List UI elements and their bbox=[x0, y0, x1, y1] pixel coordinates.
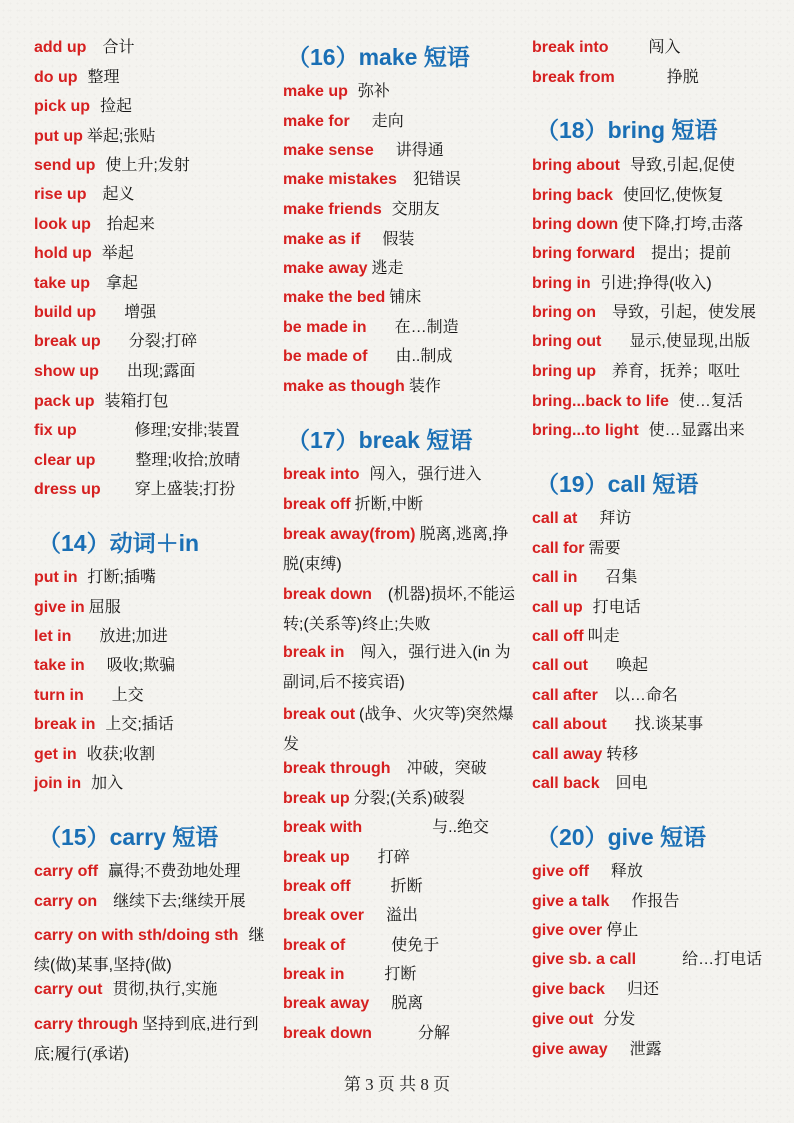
phrase-chinese: 逃走 bbox=[371, 260, 404, 277]
phrase-chinese: 穿上盛装;打扮 bbox=[134, 481, 236, 498]
phrase-row bbox=[34, 627, 274, 647]
phrase-chinese: 导致，引起，使发展 bbox=[611, 304, 756, 321]
section-heading: （18）bring 短语 bbox=[536, 117, 718, 143]
phrase-row bbox=[532, 656, 772, 676]
phrase-chinese: 使上升;发射 bbox=[105, 157, 190, 174]
phrase-english: break up bbox=[283, 790, 350, 807]
phrase-english: call at bbox=[532, 510, 578, 527]
phrase-chinese: 挣脱 bbox=[666, 69, 699, 86]
phrase-english: give back bbox=[532, 981, 605, 998]
phrase-english: add up bbox=[34, 39, 87, 56]
section-heading: （17）break 短语 bbox=[287, 427, 473, 453]
phrase-english: make the bed bbox=[283, 289, 386, 306]
phrase-row bbox=[283, 170, 523, 190]
phrase-row bbox=[283, 700, 523, 759]
phrase-row bbox=[283, 580, 523, 639]
phrase-chinese: 闯入，强行进入(in 为副词,后不接宾语) bbox=[283, 644, 511, 691]
phrase-chinese: 屈服 bbox=[88, 599, 121, 616]
phrase-chinese: (战争、火灾等)突然爆发 bbox=[283, 706, 514, 753]
phrase-row bbox=[283, 495, 523, 515]
phrase-chinese: 折断,中断 bbox=[354, 496, 424, 513]
phrase-row bbox=[532, 392, 772, 412]
phrase-row bbox=[283, 638, 523, 697]
phrase-english: bring in bbox=[532, 275, 591, 292]
phrase-english: call off bbox=[532, 628, 584, 645]
phrase-english: do up bbox=[34, 69, 78, 86]
phrase-row bbox=[532, 568, 772, 588]
phrase-chinese: 转移 bbox=[606, 746, 639, 763]
phrase-row bbox=[34, 656, 274, 676]
phrase-row bbox=[34, 715, 274, 735]
phrase-english: let in bbox=[34, 628, 72, 645]
phrase-chinese: 装箱打包 bbox=[104, 393, 169, 410]
phrase-row bbox=[34, 185, 274, 205]
phrase-chinese: 整理;收拾;放晴 bbox=[135, 452, 241, 469]
phrase-chinese: 脱离,逃离,挣脱(束缚) bbox=[283, 526, 509, 573]
phrase-english: make away bbox=[283, 260, 368, 277]
phrase-row bbox=[283, 520, 523, 579]
phrase-row bbox=[34, 362, 274, 382]
phrase-row bbox=[34, 1010, 274, 1069]
phrase-english: clear up bbox=[34, 452, 96, 469]
phrase-row bbox=[532, 1040, 772, 1060]
phrase-row bbox=[532, 362, 772, 382]
phrase-row bbox=[283, 789, 523, 809]
phrase-english: dress up bbox=[34, 481, 101, 498]
section-heading: （20）give 短语 bbox=[536, 824, 706, 850]
phrase-row bbox=[283, 759, 523, 779]
phrase-chinese: 在…制造 bbox=[394, 319, 459, 336]
phrase-chinese: 打电话 bbox=[592, 599, 641, 616]
phrase-row bbox=[532, 274, 772, 294]
phrase-english: call for bbox=[532, 540, 585, 557]
phrase-english: break through bbox=[283, 760, 391, 777]
phrase-english: rise up bbox=[34, 186, 87, 203]
phrase-row bbox=[34, 921, 274, 980]
phrase-row bbox=[34, 686, 274, 706]
phrase-english: call out bbox=[532, 657, 589, 674]
phrase-chinese: 打断;插嘴 bbox=[87, 569, 156, 586]
phrase-row bbox=[34, 862, 274, 882]
phrase-row bbox=[532, 421, 772, 441]
phrase-chinese: 召集 bbox=[605, 569, 638, 586]
phrase-row bbox=[283, 936, 523, 956]
phrase-english: bring up bbox=[532, 363, 596, 380]
phrase-english: break away(from) bbox=[283, 526, 416, 543]
phrase-english: give sb. a call bbox=[532, 951, 637, 968]
section-heading: （19）call 短语 bbox=[536, 471, 699, 497]
phrase-row bbox=[283, 82, 523, 102]
phrase-english: build up bbox=[34, 304, 97, 321]
phrase-chinese: 拜访 bbox=[599, 510, 632, 527]
phrase-english: bring down bbox=[532, 216, 619, 233]
phrase-chinese: 使…显露出来 bbox=[648, 422, 745, 439]
phrase-english: put in bbox=[34, 569, 78, 586]
phrase-english: give a talk bbox=[532, 893, 610, 910]
phrase-row bbox=[532, 68, 772, 88]
phrase-row bbox=[34, 598, 274, 618]
phrase-english: carry through bbox=[34, 1016, 139, 1033]
page-footer: 第 3 页 共 8 页 bbox=[343, 1075, 451, 1094]
phrase-chinese: 收获;收割 bbox=[86, 746, 156, 763]
phrase-chinese: 分裂;(关系)破裂 bbox=[353, 790, 465, 807]
phrase-english: join in bbox=[34, 775, 82, 792]
phrase-row bbox=[532, 38, 772, 58]
phrase-row bbox=[532, 892, 772, 912]
phrase-row bbox=[283, 906, 523, 926]
phrase-english: make as if bbox=[283, 231, 361, 248]
phrase-chinese: 分裂;打碎 bbox=[128, 333, 198, 350]
phrase-row bbox=[283, 465, 523, 485]
phrase-english: break in bbox=[283, 644, 345, 661]
phrase-row bbox=[532, 244, 772, 264]
phrase-row bbox=[283, 377, 523, 397]
phrase-english: make mistakes bbox=[283, 171, 397, 188]
phrase-chinese: 假装 bbox=[382, 231, 415, 248]
phrase-chinese: 导致,引起,促使 bbox=[629, 157, 735, 174]
phrase-row bbox=[283, 877, 523, 897]
phrase-english: make friends bbox=[283, 201, 382, 218]
phrase-row bbox=[283, 965, 523, 985]
phrase-english: call in bbox=[532, 569, 578, 586]
phrase-english: pack up bbox=[34, 393, 95, 410]
phrase-english: give off bbox=[532, 863, 589, 880]
phrase-chinese: 贯彻,执行,实施 bbox=[112, 981, 218, 998]
phrase-chinese: 举起;张贴 bbox=[86, 128, 156, 145]
phrase-chinese: 上交;插话 bbox=[105, 716, 174, 733]
phrase-chinese: 弥补 bbox=[357, 83, 390, 100]
phrase-chinese: 加入 bbox=[91, 775, 124, 792]
phrase-chinese: 起义 bbox=[102, 186, 135, 203]
phrase-english: hold up bbox=[34, 245, 92, 262]
phrase-english: bring forward bbox=[532, 245, 636, 262]
phrase-chinese: 折断 bbox=[390, 878, 423, 895]
phrase-row bbox=[532, 627, 772, 647]
phrase-chinese: 铺床 bbox=[389, 289, 422, 306]
phrase-row bbox=[34, 303, 274, 323]
phrase-chinese: 拿起 bbox=[106, 275, 139, 292]
phrase-english: break up bbox=[283, 849, 350, 866]
phrase-english: turn in bbox=[34, 687, 84, 704]
phrase-english: be made of bbox=[283, 348, 368, 365]
phrase-chinese: 给…打电话 bbox=[682, 951, 763, 968]
phrase-english: break in bbox=[34, 716, 96, 733]
phrase-english: break up bbox=[34, 333, 101, 350]
phrase-row bbox=[532, 745, 772, 765]
phrase-chinese: 整理 bbox=[87, 69, 120, 86]
phrase-chinese: 冲破，突破 bbox=[406, 760, 487, 777]
phrase-row bbox=[283, 259, 523, 279]
phrase-english: break out bbox=[283, 706, 356, 723]
phrase-row bbox=[34, 97, 274, 117]
phrase-chinese: 养育，抚养；呕吐 bbox=[611, 363, 740, 380]
phrase-chinese: 合计 bbox=[102, 39, 135, 56]
phrase-english: give away bbox=[532, 1041, 608, 1058]
phrase-english: break over bbox=[283, 907, 364, 924]
phrase-chinese: 脱离 bbox=[391, 995, 424, 1012]
phrase-english: break into bbox=[283, 466, 360, 483]
phrase-english: bring on bbox=[532, 304, 596, 321]
phrase-english: show up bbox=[34, 363, 99, 380]
phrase-row bbox=[532, 686, 772, 706]
phrase-chinese: 唤起 bbox=[616, 657, 649, 674]
phrase-row bbox=[34, 332, 274, 352]
phrase-chinese: 作报告 bbox=[631, 893, 680, 910]
phrase-row bbox=[34, 892, 274, 912]
phrase-row bbox=[532, 950, 772, 970]
phrase-english: call about bbox=[532, 716, 607, 733]
phrase-row bbox=[34, 215, 274, 235]
phrase-chinese: 装作 bbox=[408, 378, 441, 395]
phrase-english: break off bbox=[283, 878, 351, 895]
phrase-chinese: 继续(做)某事,坚持(做) bbox=[34, 927, 265, 974]
phrase-row bbox=[283, 818, 523, 838]
phrase-english: be made in bbox=[283, 319, 367, 336]
phrase-row bbox=[34, 774, 274, 794]
phrase-english: bring about bbox=[532, 157, 620, 174]
phrase-row bbox=[283, 994, 523, 1014]
phrase-chinese: 释放 bbox=[610, 863, 643, 880]
phrase-english: pick up bbox=[34, 98, 91, 115]
phrase-chinese: 溢出 bbox=[385, 907, 418, 924]
phrase-row bbox=[34, 38, 274, 58]
phrase-chinese: 抬起来 bbox=[106, 216, 155, 233]
phrase-english: carry off bbox=[34, 863, 99, 880]
phrase-chinese: 使下降,打垮,击落 bbox=[622, 216, 744, 233]
phrase-english: call up bbox=[532, 599, 583, 616]
phrase-row bbox=[34, 392, 274, 412]
phrase-english: break from bbox=[532, 69, 615, 86]
phrase-english: get in bbox=[34, 746, 77, 763]
phrase-english: bring out bbox=[532, 333, 602, 350]
phrase-row bbox=[34, 274, 274, 294]
phrase-english: make for bbox=[283, 113, 350, 130]
phrase-chinese: 回电 bbox=[615, 775, 648, 792]
phrase-row bbox=[34, 451, 274, 471]
phrase-chinese: 分发 bbox=[603, 1011, 636, 1028]
phrase-row bbox=[34, 156, 274, 176]
phrase-chinese: 以…命名 bbox=[613, 687, 678, 704]
phrase-english: send up bbox=[34, 157, 96, 174]
phrase-row bbox=[283, 848, 523, 868]
phrase-row bbox=[283, 230, 523, 250]
phrase-row bbox=[283, 141, 523, 161]
phrase-row bbox=[532, 215, 772, 235]
phrase-english: break with bbox=[283, 819, 363, 836]
phrase-chinese: 走向 bbox=[371, 113, 404, 130]
phrase-chinese: 赢得;不费劲地处理 bbox=[108, 863, 241, 880]
phrase-chinese: 找.谈某事 bbox=[634, 716, 704, 733]
phrase-row bbox=[34, 127, 274, 147]
phrase-english: put up bbox=[34, 128, 83, 145]
phrase-english: break into bbox=[532, 39, 609, 56]
phrase-chinese: 闯入 bbox=[648, 39, 681, 56]
phrase-row bbox=[34, 421, 274, 441]
phrase-chinese: 叫走 bbox=[587, 628, 620, 645]
phrase-english: fix up bbox=[34, 422, 77, 439]
phrase-row bbox=[532, 186, 772, 206]
phrase-chinese: 泄露 bbox=[629, 1041, 662, 1058]
phrase-english: give in bbox=[34, 599, 85, 616]
phrase-chinese: 提出；提前 bbox=[651, 245, 732, 262]
phrase-chinese: 捡起 bbox=[100, 98, 133, 115]
phrase-english: carry on bbox=[34, 893, 98, 910]
phrase-row bbox=[532, 921, 772, 941]
phrase-chinese: 增强 bbox=[124, 304, 157, 321]
phrase-row bbox=[532, 598, 772, 618]
phrase-chinese: 打断 bbox=[384, 966, 417, 983]
phrase-english: break in bbox=[283, 966, 345, 983]
phrase-row bbox=[532, 862, 772, 882]
phrase-row bbox=[283, 318, 523, 338]
phrase-chinese: 分解 bbox=[417, 1025, 450, 1042]
phrase-chinese: (机器)损坏,不能运转;(关系等)终止;失败 bbox=[283, 586, 516, 633]
phrase-row bbox=[532, 332, 772, 352]
phrase-row bbox=[532, 539, 772, 559]
phrase-chinese: 犯错误 bbox=[412, 171, 461, 188]
phrase-chinese: 使…复活 bbox=[678, 393, 743, 410]
phrase-chinese: 交朋友 bbox=[391, 201, 440, 218]
phrase-chinese: 显示,使显现,出版 bbox=[629, 333, 751, 350]
phrase-row bbox=[532, 774, 772, 794]
phrase-english: give over bbox=[532, 922, 603, 939]
phrase-english: break of bbox=[283, 937, 346, 954]
phrase-english: call back bbox=[532, 775, 600, 792]
phrase-chinese: 与..绝交 bbox=[432, 819, 490, 836]
phrase-chinese: 使回忆,使恢复 bbox=[622, 187, 724, 204]
phrase-english: bring back bbox=[532, 187, 613, 204]
phrase-english: take up bbox=[34, 275, 91, 292]
phrase-row bbox=[34, 745, 274, 765]
phrase-english: bring...back to life bbox=[532, 393, 669, 410]
phrase-chinese: 讲得通 bbox=[395, 142, 444, 159]
section-heading: （14）动词＋in bbox=[38, 530, 200, 556]
phrase-row bbox=[532, 980, 772, 1000]
phrase-english: give out bbox=[532, 1011, 594, 1028]
phrase-english: make sense bbox=[283, 142, 374, 159]
phrase-english: break off bbox=[283, 496, 351, 513]
phrase-chinese: 修理;安排;装置 bbox=[134, 422, 240, 439]
phrase-chinese: 打碎 bbox=[377, 849, 410, 866]
phrase-chinese: 停止 bbox=[606, 922, 639, 939]
phrase-row bbox=[34, 480, 274, 500]
phrase-row bbox=[532, 1010, 772, 1030]
phrase-chinese: 坚持到底,进行到底;履行(承诺) bbox=[34, 1016, 259, 1063]
phrase-chinese: 放进;加进 bbox=[99, 628, 168, 645]
section-heading: （16）make 短语 bbox=[287, 44, 470, 70]
phrase-english: make up bbox=[283, 83, 348, 100]
phrase-english: carry on with sth/doing sth bbox=[34, 927, 239, 944]
phrase-row bbox=[283, 347, 523, 367]
phrase-chinese: 吸收;欺骗 bbox=[106, 657, 176, 674]
phrase-row bbox=[532, 509, 772, 529]
phrase-chinese: 归还 bbox=[626, 981, 659, 998]
phrase-row bbox=[34, 68, 274, 88]
phrase-english: break down bbox=[283, 586, 372, 603]
phrase-row bbox=[283, 112, 523, 132]
phrase-english: call away bbox=[532, 746, 603, 763]
phrase-english: bring...to light bbox=[532, 422, 639, 439]
phrase-row bbox=[34, 244, 274, 264]
phrase-row bbox=[34, 568, 274, 588]
phrase-english: carry out bbox=[34, 981, 103, 998]
phrase-chinese: 由..制成 bbox=[395, 348, 453, 365]
phrase-english: take in bbox=[34, 657, 85, 674]
phrase-chinese: 继续下去;继续开展 bbox=[113, 893, 246, 910]
phrase-english: break down bbox=[283, 1025, 372, 1042]
section-heading: （15）carry 短语 bbox=[38, 824, 219, 850]
phrase-row bbox=[283, 1024, 523, 1044]
phrase-english: make as though bbox=[283, 378, 405, 395]
phrase-row bbox=[532, 303, 772, 323]
phrase-row bbox=[532, 715, 772, 735]
phrase-chinese: 使免于 bbox=[391, 937, 440, 954]
phrase-english: break away bbox=[283, 995, 370, 1012]
phrase-english: look up bbox=[34, 216, 91, 233]
phrase-chinese: 闯入，强行进入 bbox=[369, 466, 482, 483]
phrase-chinese: 上交 bbox=[111, 687, 144, 704]
phrase-row bbox=[283, 200, 523, 220]
phrase-chinese: 需要 bbox=[588, 540, 621, 557]
phrase-english: call after bbox=[532, 687, 598, 704]
phrase-row bbox=[34, 980, 274, 1000]
phrase-chinese: 出现;露面 bbox=[126, 363, 196, 380]
phrase-chinese: 引进;挣得(收入) bbox=[600, 275, 712, 292]
phrase-row bbox=[532, 156, 772, 176]
phrase-row bbox=[283, 288, 523, 308]
phrase-chinese: 举起 bbox=[101, 245, 134, 262]
